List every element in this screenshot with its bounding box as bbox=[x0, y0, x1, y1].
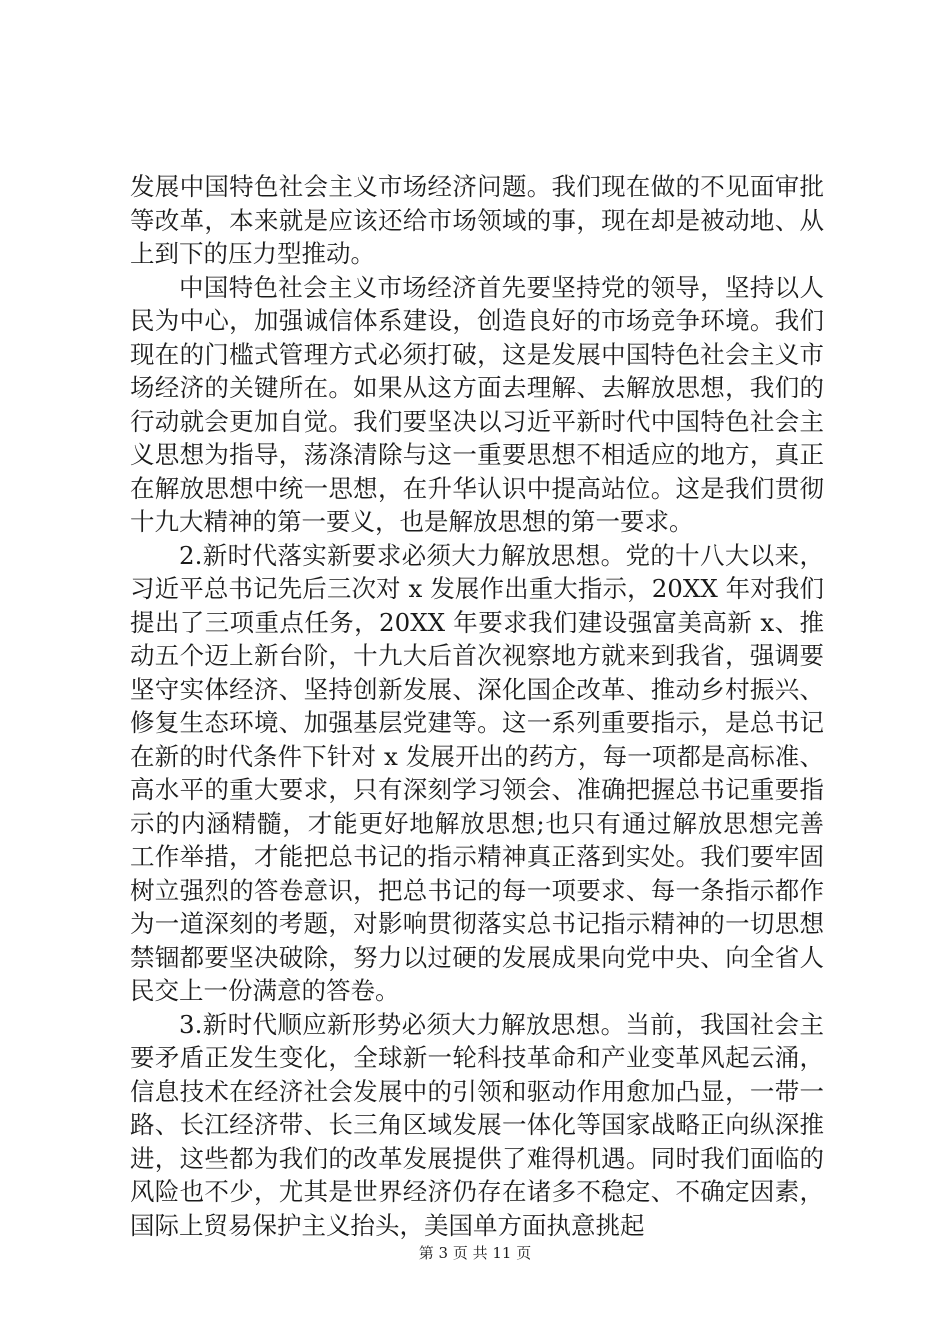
paragraph-1: 发展中国特色社会主义市场经济问题。我们现在做的不见面审批等改革，本来就是应该还给市场领域的事，现在却是被动地、从上到下的压力型推动。 bbox=[130, 172, 824, 268]
page-number-footer: 第 3 页 共 11 页 bbox=[418, 1244, 532, 1262]
paragraph-3: 2.新时代落实新要求必须大力解放思想。党的十八大以来，习近平总书记先后三次对 x 发展作出重大指示，20XX 年对我们提出了三项重点任务，20XX 年要求我们建设强富美高新 x、推动五个迈上新台阶，十九大后首次视察地方就来到我省，强调要坚守实体经济、坚持创新发展、深化国企改革、推动乡村振兴、修复生态环境、加强基层党建等。这一系列重要指示，是总书记在新的时代条件下针对 x 发展开出的药方，每一项都是高标准、高水平的重大要求，只有深刻学习领会、准确把握总书记重要指示的内涵精髓，才能更好地解放思想;也只有通过解放思想完善工作举措，才能把总书记的指示精神真正落到实处。我们要牢固树立强烈的答卷意识，把总书记的每一项要求、每一条指示都作为一道深刻的考题，对影响贯彻落实总书记指示精神的一切思想禁锢都要坚决破除，努力以过硬的发展成果向党中央、向全省人民交上一份满意的答卷。 bbox=[130, 540, 824, 1005]
body-text bbox=[130, 170, 824, 1242]
paragraph-2: 中国特色社会主义市场经济首先要坚持党的领导，坚持以人民为中心，加强诚信体系建设，创造良好的市场竞争环境。我们现在的门槛式管理方式必须打破，这是发展中国特色社会主义市场经济的关键所在。如果从这方面去理解、去解放思想，我们的行动就会更加自觉。我们要坚决以习近平新时代中国特色社会主义思想为指导，荡涤清除与这一重要思想不相适应的地方，真正在解放思想中统一思想，在升华认识中提高站位。这是我们贯彻十九大精神的第一要义，也是解放思想的第一要求。 bbox=[130, 272, 824, 536]
paragraph-4: 3.新时代顺应新形势必须大力解放思想。当前，我国社会主要矛盾正发生变化，全球新一轮科技革命和产业变革风起云涌，信息技术在经济社会发展中的引领和驱动作用愈加凸显，一带一路、长江经济带、长三角区域发展一体化等国家战略正向纵深推进，这些都为我们的改革发展提供了难得机遇。同时我们面临的风险也不少，尤其是世界经济仍存在诸多不稳定、不确定因素，国际上贸易保护主义抬头，美国单方面执意挑起 bbox=[130, 1009, 824, 1240]
